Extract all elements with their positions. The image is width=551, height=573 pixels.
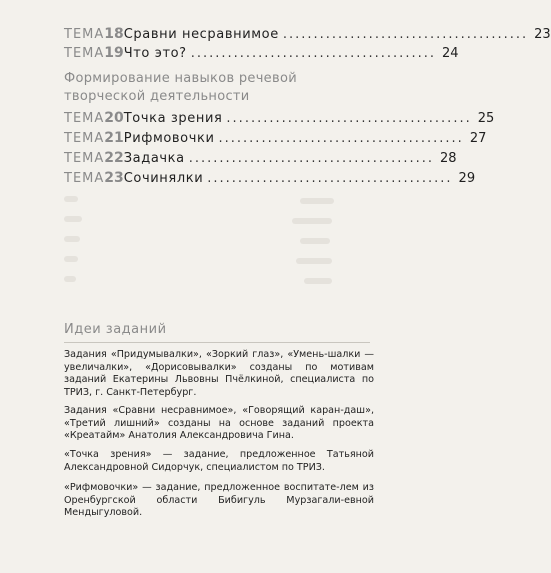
toc-number: 19	[104, 45, 124, 61]
toc-title: Что это?	[123, 46, 187, 61]
ideas-heading: Идеи заданий	[64, 322, 167, 337]
toc-keyword: ТЕМА	[64, 151, 105, 166]
ideas-divider	[64, 342, 370, 343]
toc-number: 18	[104, 26, 124, 42]
toc-leader-dots: ........................................	[190, 46, 436, 61]
toc-leader-dots: ........................................	[226, 111, 472, 126]
toc-page-number: 23	[534, 27, 551, 42]
toc-page-number: 24	[441, 46, 459, 61]
toc-keyword: ТЕМА	[64, 27, 105, 42]
toc-row[interactable]	[64, 150, 457, 170]
toc-number: 23	[104, 170, 124, 186]
toc-leader-dots: ........................................	[188, 151, 435, 166]
toc-row[interactable]	[64, 45, 459, 65]
toc-number: 22	[104, 150, 124, 166]
toc-page-number: 25	[477, 111, 495, 126]
ideas-paragraph: «Рифмовочки» — задание, предложенное воспитате-лем из Оренбургской области Бибигуль Мурзагали-евной Мендыгуловой.	[64, 482, 374, 519]
toc-number: 20	[104, 110, 124, 126]
toc-title: Задачка	[123, 151, 185, 166]
toc-row[interactable]	[64, 110, 495, 130]
toc-title: Рифмовочки	[123, 131, 215, 146]
toc-leader-dots: ........................................	[218, 131, 464, 146]
toc-keyword: ТЕМА	[64, 46, 105, 61]
toc-title: Сочинялки	[123, 171, 204, 186]
toc-leader-dots: ........................................	[207, 171, 453, 186]
toc-row[interactable]	[64, 170, 476, 190]
toc-page-number: 28	[440, 151, 457, 166]
toc-row[interactable]	[64, 26, 551, 46]
ideas-paragraph: Задания «Придумывалки», «Зоркий глаз», «Умень-шалки — увеличалки», «Дорисовывалки» созданы по мотивам заданий Екатерины Львовны Пчёлкиной, специалиста по ТРИЗ, г. Санкт-Петербург.	[64, 349, 374, 398]
toc-page-number: 29	[458, 171, 476, 186]
toc-title: Сравни несравнимое	[123, 27, 279, 42]
toc-leader-dots: ........................................	[282, 27, 529, 42]
toc-keyword: ТЕМА	[64, 111, 105, 126]
toc-page-number: 27	[469, 131, 487, 146]
ideas-paragraph: Задания «Сравни несравнимое», «Говорящий каран-даш», «Третий лишний» созданы на основе заданий проекта «Креатайм» Анатолия Александровича Гина.	[64, 405, 374, 442]
toc-keyword: ТЕМА	[64, 131, 105, 146]
toc-title: Точка зрения	[123, 111, 223, 126]
toc-keyword: ТЕМА	[64, 171, 105, 186]
section-title: Формирование навыков речевой творческой деятельности	[64, 71, 297, 104]
toc-number: 21	[104, 130, 124, 146]
ideas-paragraph: «Точка зрения» — задание, предложенное Татьяной Александровной Сидорчук, специалистом по ТРИЗ.	[64, 449, 374, 473]
toc-row[interactable]	[64, 130, 487, 150]
